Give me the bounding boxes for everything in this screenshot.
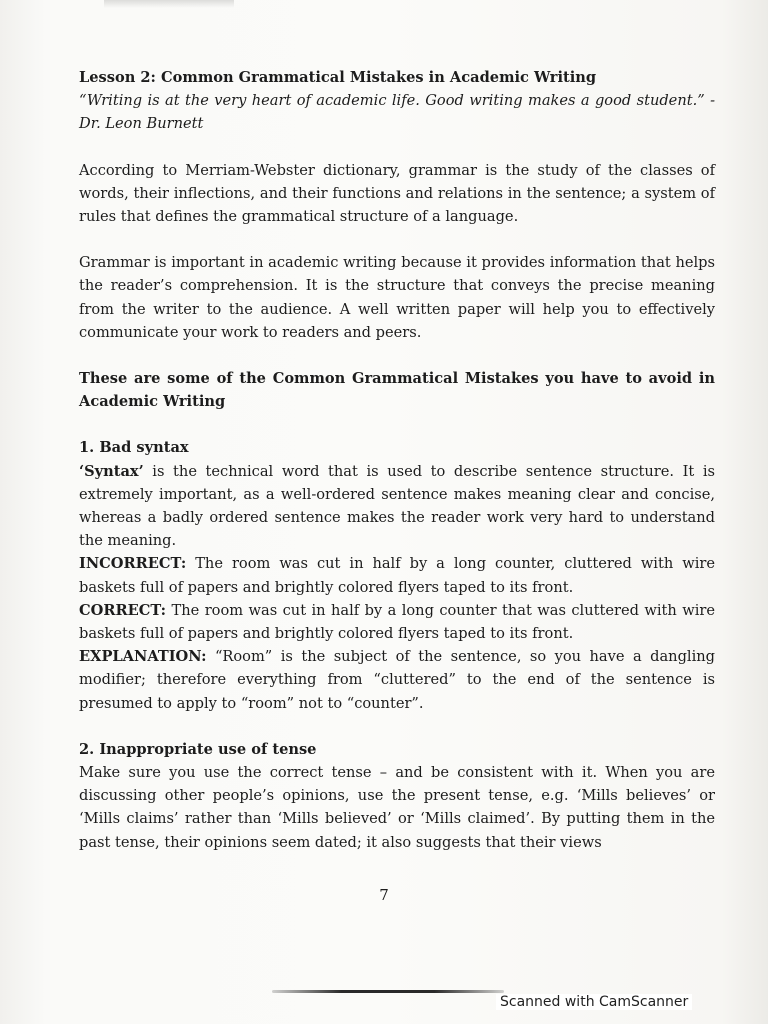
paragraph-grammar-definition: According to Merriam-Webster dictionary, grammar is the study of the classes of words, their inflections, and their functions and relations in the sentence; a system of rules that defines the grammatical structure of a language.: [79, 161, 715, 226]
explanation-label: EXPLANATION:: [79, 648, 207, 666]
section-heading-bad-syntax: 1. Bad syntax: [79, 439, 189, 457]
correct-text: The room was cut in half by a long counter that was cluttered with wire baskets full of papers and brightly colored flyers taped to its front.: [79, 601, 715, 643]
explanation-text: “Room” is the subject of the sentence, so you have a dangling modifier; therefore everything from “cluttered” to the end of the sentence is presumed to apply to “room” not to “counter”.: [79, 648, 715, 712]
correct-example: [79, 599, 715, 645]
tense-paragraph: Make sure you use the correct tense – and be consistent with it. When you are discussing other people’s opinions, use the present tense, e.g. ‘Mills believes’ or ‘Mills claims’ rather than ‘Mills believed’ or ‘Mills claimed’. By putting them in the past tense, their opinions seem dated; it also suggests that their views: [79, 764, 715, 851]
explanation: [79, 645, 715, 715]
lesson-title: Lesson 2: Common Grammatical Mistakes in Academic Writing: [79, 69, 597, 86]
incorrect-example: [79, 552, 715, 598]
scan-smudge: [104, 0, 234, 8]
syntax-definition-text: is the technical word that is used to describe sentence structure. It is extremely important, as a well-ordered sentence makes meaning clear and concise, whereas a badly ordered sentence makes the reader work very hard to understand the meaning.: [79, 462, 715, 550]
paragraph-grammar-importance: Grammar is important in academic writing because it provides information that helps the reader’s comprehension. It is the structure that conveys the precise meaning from the writer to the audience. A well written paper will help you to effectively communicate your work to readers and peers.: [79, 254, 715, 341]
mistakes-intro-heading: These are some of the Common Grammatical Mistakes you have to avoid in Academic Writing: [79, 370, 715, 411]
syntax-term: ‘Syntax’: [79, 462, 144, 480]
syntax-definition: [79, 460, 715, 553]
section-heading-tense: 2. Inappropriate use of tense: [79, 740, 317, 758]
epigraph-quote: “Writing is at the very heart of academic life. Good writing makes a good student.” - Dr. Leon Burnett: [79, 92, 715, 133]
camscanner-watermark: Scanned with CamScanner: [496, 994, 692, 1010]
bottom-rule: [272, 990, 504, 993]
correct-label: CORRECT:: [79, 601, 167, 619]
incorrect-label: INCORRECT:: [79, 555, 187, 573]
page-content: [79, 66, 715, 854]
incorrect-text: The room was cut in half by a long counter, cluttered with wire baskets full of papers and brightly colored flyers taped to its front.: [79, 555, 715, 596]
page-number: 7: [379, 886, 389, 904]
